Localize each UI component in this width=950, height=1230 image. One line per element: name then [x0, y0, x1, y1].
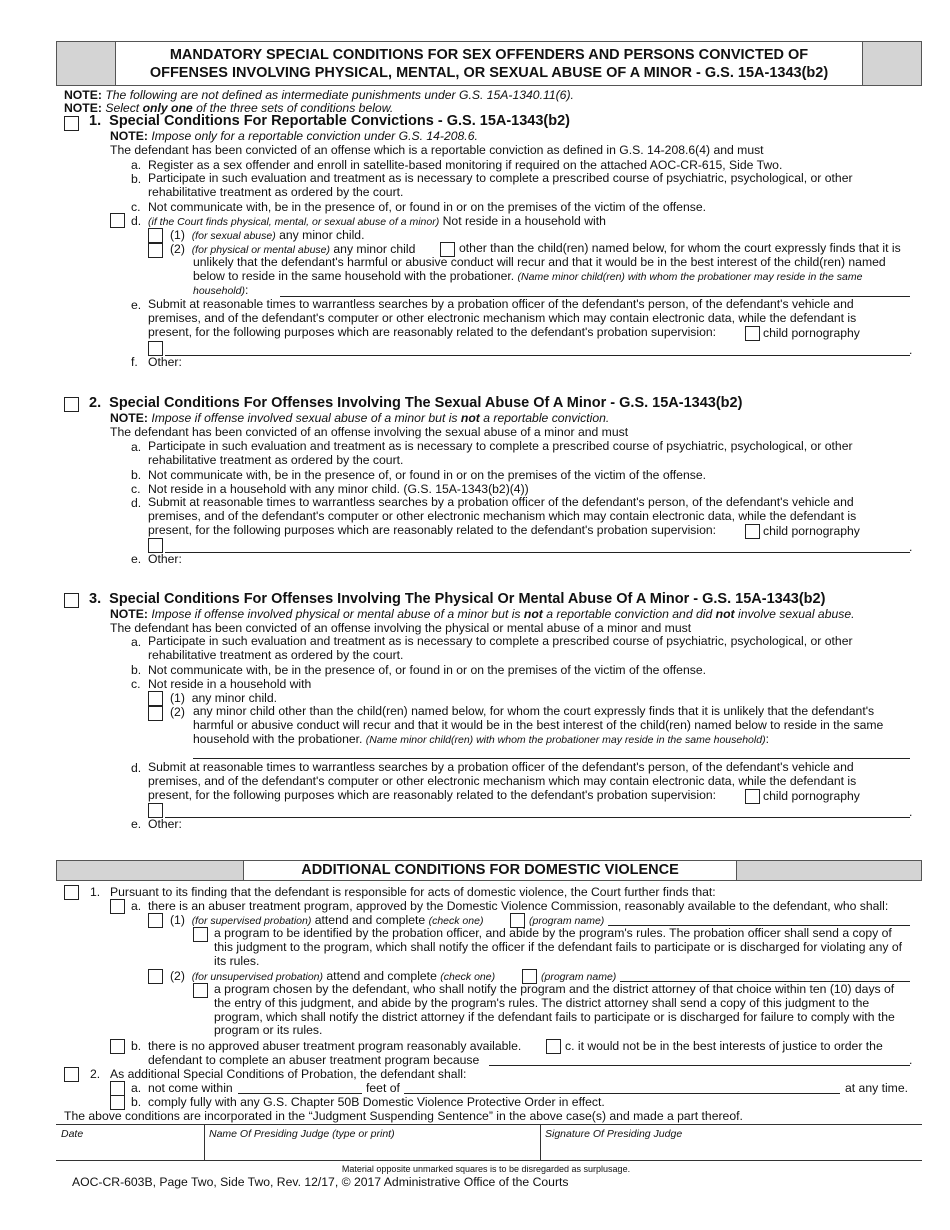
- s1-e-period: .: [909, 343, 913, 357]
- s3-c-label: c.: [131, 677, 141, 691]
- s1-e-label: e.: [131, 298, 142, 312]
- dv-1-checkbox[interactable]: [64, 885, 79, 900]
- s2-b-text: Not communicate with, be in the presence of, or found in or on the premises of the victim of the offense.: [148, 468, 706, 482]
- dv-c-text: c. it would not be in the best interests of justice to order the: [565, 1039, 883, 1053]
- s1-e-other-checkbox[interactable]: [148, 341, 163, 356]
- dv-1-text: Pursuant to its finding that the defendant is responsible for acts of domestic violence, the Court further finds that:: [110, 885, 716, 899]
- date-field[interactable]: [57, 1140, 203, 1159]
- s3-c2-text: any minor child other than the child(ren) named below, for whom the court expressly finds that it is unlikely that the defendant's harmful or abusive conduct will recur and that it would be in the best interest of the child(ren) named below to reside in the same household with the probationer. (Name minor child(ren) with whom the probationer may reside in the same household):: [193, 704, 884, 746]
- dv-2a-checkbox[interactable]: [110, 1081, 125, 1096]
- section-1-intro: The defendant has been convicted of an offense which is a reportable conviction as defined in G.S. 14-208.6(4) and must: [110, 143, 764, 157]
- s2-d-period: .: [909, 540, 913, 554]
- dv-2a-distance-line[interactable]: [238, 1093, 362, 1094]
- section-3-checkbox[interactable]: [64, 593, 79, 608]
- s1-e-option-checkbox[interactable]: [745, 326, 760, 341]
- dv-a1: (1) (for supervised probation) attend and complete (check one): [170, 913, 484, 927]
- dv-heading: ADDITIONAL CONDITIONS FOR DOMESTIC VIOLENCE: [244, 860, 736, 881]
- dv-a-checkbox[interactable]: [110, 899, 125, 914]
- s3-d-period: .: [909, 805, 913, 819]
- dv-a1-checkbox[interactable]: [148, 913, 163, 928]
- s3-d-label: d.: [131, 761, 142, 775]
- s3-a-text: Participate in such evaluation and treatment as is necessary to complete a prescribed course of psychiatric, psychological, or other rehabilitative treatment as ordered by the court.: [148, 634, 853, 662]
- dv-c-period: .: [909, 1053, 913, 1067]
- page-title-line2: OFFENSES INVOLVING PHYSICAL, MENTAL, OR SEXUAL ABUSE OF A MINOR - G.S. 15A-1343(b2): [149, 65, 829, 81]
- section-3-heading: 3. Special Conditions For Offenses Involving The Physical Or Mental Abuse Of A Minor - G.S. 15A-1343(b2): [89, 591, 826, 607]
- s3-c1: (1) any minor child.: [170, 691, 278, 705]
- dv-2a-end: at any time.: [845, 1081, 908, 1095]
- header-right-gray: [862, 41, 922, 86]
- section-2-note: NOTE: Impose if offense involved sexual abuse of a minor but is not a reportable conviction.: [110, 411, 610, 425]
- dv-a1-alt-text: a program to be identified by the probation officer, and abide by the program's rules. The probation officer shall send a copy of this judgment to the program, which shall notify the officer if the defendant fails to participate or is discharged for violating any of its rules.: [214, 926, 903, 968]
- s2-c-text: Not reside in a household with any minor child. (G.S. 15A-1343(b2)(4)): [148, 482, 529, 496]
- form-id: AOC-CR-603B, Page Two, Side Two, Rev. 12/17, © 2017 Administrative Office of the Courts: [72, 1175, 569, 1189]
- dv-a-text: there is an abuser treatment program, approved by the Domestic Violence Commission, reasonably available to the defendant, who shall:: [148, 899, 889, 913]
- section-3-intro: The defendant has been convicted of an offense involving the physical or mental abuse of a minor and must: [110, 621, 692, 635]
- judge-name-field[interactable]: [205, 1140, 539, 1159]
- s1-d2-other-text: other than the child(ren) named below, for whom the court expressly finds that it is unlikely that the defendant's harmful or abusive conduct will recur and that it would be in the best interest of the child(ren) named below to reside in the same household with the probationer. (Name minor child(ren) with whom the probationer may reside in the same household):: [193, 241, 901, 298]
- dv-c-cont: defendant to complete an abuser treatment program because: [148, 1053, 480, 1067]
- s1-b-label: b.: [131, 172, 142, 186]
- s3-d-other-line[interactable]: [165, 817, 910, 818]
- s3-c2-label: (2): [170, 705, 185, 719]
- page-title-line1: MANDATORY SPECIAL CONDITIONS FOR SEX OFFENDERS AND PERSONS CONVICTED OF: [169, 47, 809, 63]
- surplusage-note: Material opposite unmarked squares is to be disregarded as surplusage.: [341, 1164, 631, 1174]
- dv-a2-alt-text: a program chosen by the defendant, who shall notify the program and the district attorney of that choice within ten (10) days of the entry of this judgment, and abide by the program's rules. The district attorney shall send a copy of this judgment to the program, which shall notify the district attorney if the defendant fails to participate or is discharged for failure to comply with the program or its rules.: [214, 982, 895, 1038]
- s1-f-label: f.: [131, 355, 138, 369]
- dv-a1-program-label: (program name): [529, 915, 605, 927]
- dv-2-checkbox[interactable]: [64, 1067, 79, 1082]
- date-label: Date: [61, 1128, 84, 1140]
- s1-d2-checkbox[interactable]: [148, 243, 163, 258]
- dv-2b-label: b.: [131, 1095, 142, 1109]
- s2-d-text: Submit at reasonable times to warrantless searches by a probation officer of the defendant's person, of the defendant's vehicle and premises, and of the defendant's computer or other electronic mechanism which may contain electronic data, while the defendant is present, for the following purposes which are reasonably related to the defendant's probation supervision:: [148, 495, 857, 537]
- dv-2b-text: comply fully with any G.S. Chapter 50B Domestic Violence Protective Order in effect.: [148, 1095, 605, 1109]
- s1-d-text: (if the Court finds physical, mental, or sexual abuse of a minor) Not reside in a household with: [148, 214, 606, 228]
- s2-e-text: Other:: [148, 552, 182, 566]
- s1-e-other-line[interactable]: [165, 355, 910, 356]
- dv-2-num: 2.: [90, 1067, 101, 1081]
- dv-2a-label: a.: [131, 1081, 142, 1095]
- s1-c-label: c.: [131, 200, 141, 214]
- s1-d1: (1) (for sexual abuse) any minor child.: [170, 228, 365, 242]
- incorporated-statement: The above conditions are incorporated in the “Judgment Suspending Sentence” in the above case(s) and made a part thereof.: [64, 1109, 743, 1123]
- judge-signature-field[interactable]: [541, 1140, 921, 1159]
- s2-d-label: d.: [131, 496, 142, 510]
- note-2: NOTE: Select only one of the three sets of conditions below.: [64, 101, 394, 115]
- section-1-checkbox[interactable]: [64, 116, 79, 131]
- dv-b-label: b.: [131, 1039, 142, 1053]
- s3-d-text: Submit at reasonable times to warrantless searches by a probation officer of the defendant's person, of the defendant's vehicle and premises, and of the defendant's computer or other electronic mechanism which may contain electronic data, while the defendant is present, for the following purposes which are reasonably related to the defendant's probation supervision:: [148, 760, 857, 802]
- section-3-note: NOTE: Impose if offense involved physical or mental abuse of a minor but is not a reportable conviction and did not involve sexual abuse.: [110, 607, 855, 621]
- s2-d-other-line[interactable]: [165, 552, 910, 553]
- s3-d-option-checkbox[interactable]: [745, 789, 760, 804]
- dv-a-label: a.: [131, 899, 142, 913]
- s1-d1-checkbox[interactable]: [148, 228, 163, 243]
- dv-c-checkbox[interactable]: [546, 1039, 561, 1054]
- s2-e-label: e.: [131, 552, 142, 566]
- section-2-checkbox[interactable]: [64, 397, 79, 412]
- section-1-heading: 1. Special Conditions For Reportable Convictions - G.S. 15A-1343(b2): [89, 113, 571, 129]
- s3-c1-checkbox[interactable]: [148, 691, 163, 706]
- dv-1-num: 1.: [90, 885, 101, 899]
- s1-a-label: a.: [131, 158, 142, 172]
- s2-d-other-checkbox[interactable]: [148, 538, 163, 553]
- s1-f-text: Other:: [148, 355, 182, 369]
- dv-header-left: [56, 860, 244, 881]
- dv-a2: (2) (for unsupervised probation) attend and complete (check one): [170, 969, 496, 983]
- s3-c2-child-line[interactable]: [193, 758, 910, 759]
- section-2-intro: The defendant has been convicted of an offense involving the sexual abuse of a minor and must: [110, 425, 629, 439]
- dv-2b-checkbox[interactable]: [110, 1095, 125, 1110]
- s2-a-label: a.: [131, 440, 142, 454]
- s3-a-label: a.: [131, 635, 142, 649]
- s3-d-option: child pornography: [763, 789, 860, 803]
- s2-a-text: Participate in such evaluation and treatment as is necessary to complete a prescribed course of psychiatric, psychological, or other rehabilitative treatment as ordered by the court.: [148, 439, 853, 467]
- header-title-box: [116, 41, 862, 86]
- s1-d2: (2) (for physical or mental abuse) any minor child: [170, 242, 416, 256]
- signature-top-line: [56, 1124, 922, 1125]
- s1-b-text: Participate in such evaluation and treatment as is necessary to complete a prescribed course of psychiatric, psychological, or other rehabilitative treatment as ordered by the court.: [148, 171, 853, 199]
- judge-signature-label: Signature Of Presiding Judge: [545, 1128, 683, 1140]
- judge-name-label: Name Of Presiding Judge (type or print): [209, 1128, 395, 1140]
- s1-d-label: d.: [131, 214, 142, 228]
- dv-a2-checkbox[interactable]: [148, 969, 163, 984]
- s3-c-text: Not reside in a household with: [148, 677, 312, 691]
- dv-header-right: [736, 860, 922, 881]
- s3-d-other-checkbox[interactable]: [148, 803, 163, 818]
- dv-a2-program-label: (program name): [541, 971, 617, 983]
- header-left-gray: [56, 41, 116, 86]
- s3-e-label: e.: [131, 817, 142, 831]
- dv-a1-alt-checkbox[interactable]: [193, 927, 208, 942]
- s3-b-text: Not communicate with, be in the presence of, or found in or on the premises of the victim of the offense.: [148, 663, 706, 677]
- s1-c-text: Not communicate with, be in the presence of, or found in or on the premises of the victim of the offense.: [148, 200, 706, 214]
- s1-d-checkbox[interactable]: [110, 213, 125, 228]
- section-2-heading: 2. Special Conditions For Offenses Involving The Sexual Abuse Of A Minor - G.S. 15A-1343(b2): [89, 395, 743, 411]
- dv-b-checkbox[interactable]: [110, 1039, 125, 1054]
- s2-d-option: child pornography: [763, 524, 860, 538]
- note-1: NOTE: The following are not defined as intermediate punishments under G.S. 15A-1340.11(6).: [64, 88, 574, 102]
- dv-c-reason-line[interactable]: [489, 1065, 910, 1066]
- s2-c-label: c.: [131, 482, 141, 496]
- s1-e-option: child pornography: [763, 326, 860, 340]
- dv-a2-alt-checkbox[interactable]: [193, 983, 208, 998]
- dv-2a-text: not come within: [148, 1081, 233, 1095]
- s3-c2-checkbox[interactable]: [148, 706, 163, 721]
- dv-2a-person-line[interactable]: [404, 1093, 840, 1094]
- s3-b-label: b.: [131, 663, 142, 677]
- signature-bottom-line: [56, 1160, 922, 1161]
- dv-b-text: there is no approved abuser treatment program reasonably available.: [148, 1039, 522, 1053]
- s1-a-text: Register as a sex offender and enroll in satellite-based monitoring if required on the attached AOC-CR-615, Side Two.: [148, 158, 783, 172]
- section-1-note: NOTE: Impose only for a reportable conviction under G.S. 14-208.6.: [110, 129, 478, 143]
- s2-b-label: b.: [131, 468, 142, 482]
- s1-e-text: Submit at reasonable times to warrantless searches by a probation officer of the defendant's person, of the defendant's vehicle and premises, and of the defendant's computer or other electronic mechanism which may contain electronic data, while the defendant is present, for the following purposes which are reasonably related to the defendant's probation supervision:: [148, 297, 857, 339]
- dv-2a-feet: feet of: [366, 1081, 400, 1095]
- s2-d-option-checkbox[interactable]: [745, 524, 760, 539]
- s3-e-text: Other:: [148, 817, 182, 831]
- dv-2-text: As additional Special Conditions of Probation, the defendant shall:: [110, 1067, 467, 1081]
